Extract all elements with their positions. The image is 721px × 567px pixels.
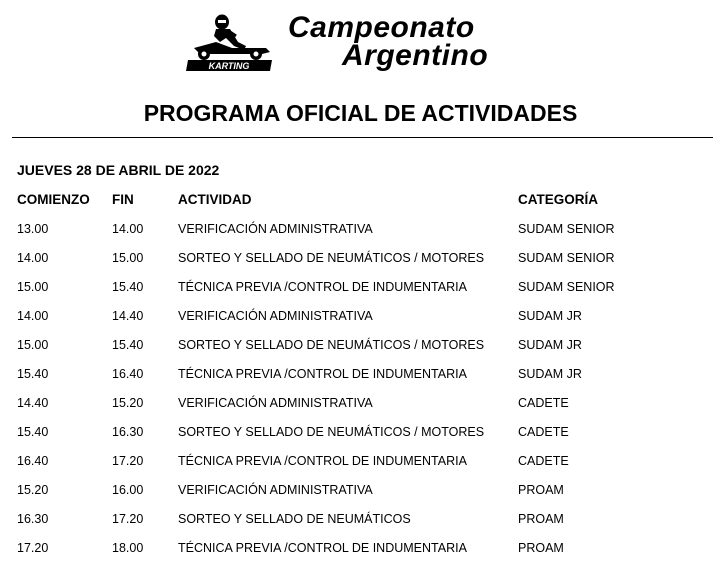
- table-row: [0, 480, 721, 509]
- title-divider: [12, 137, 713, 138]
- activity-cell: SORTEO Y SELLADO DE NEUMÁTICOS / MOTORES: [178, 338, 485, 352]
- end-cell: 16.30: [112, 425, 144, 439]
- activity-cell: TÉCNICA PREVIA /CONTROL DE INDUMENTARIA: [178, 454, 467, 468]
- end-cell: 15.20: [112, 396, 144, 410]
- end-cell: 16.00: [112, 483, 144, 497]
- column-header-category: CATEGORÍA: [518, 192, 598, 207]
- karting-logo: [186, 12, 274, 72]
- category-cell: SUDAM JR: [518, 338, 582, 352]
- start-cell: 15.00: [17, 338, 49, 352]
- activity-cell: TÉCNICA PREVIA /CONTROL DE INDUMENTARIA: [178, 541, 467, 555]
- brand-line-1: Campeonato: [288, 11, 475, 44]
- table-row: [0, 451, 721, 480]
- column-header-start: COMIENZO: [17, 192, 90, 207]
- logo-text: KARTING: [208, 61, 250, 71]
- category-cell: CADETE: [518, 454, 569, 468]
- category-cell: SUDAM SENIOR: [518, 280, 615, 294]
- table-row: [0, 393, 721, 422]
- start-cell: 14.00: [17, 251, 49, 265]
- end-cell: 16.40: [112, 367, 144, 381]
- activity-cell: TÉCNICA PREVIA /CONTROL DE INDUMENTARIA: [178, 367, 467, 381]
- activity-cell: TÉCNICA PREVIA /CONTROL DE INDUMENTARIA: [178, 280, 467, 294]
- end-cell: 15.40: [112, 280, 144, 294]
- category-cell: PROAM: [518, 541, 564, 555]
- start-cell: 16.30: [17, 512, 49, 526]
- end-cell: 18.00: [112, 541, 144, 555]
- table-row: [0, 306, 721, 335]
- schedule-table: [0, 190, 721, 567]
- activity-cell: VERIFICACIÓN ADMINISTRATIVA: [178, 483, 373, 497]
- table-row: [0, 364, 721, 393]
- end-cell: 14.40: [112, 309, 144, 323]
- start-cell: 14.00: [17, 309, 49, 323]
- table-row: [0, 335, 721, 364]
- start-cell: 15.40: [17, 425, 49, 439]
- activity-cell: SORTEO Y SELLADO DE NEUMÁTICOS / MOTORES: [178, 251, 485, 265]
- brand-line-2: Argentino: [342, 39, 489, 72]
- category-cell: CADETE: [518, 425, 569, 439]
- activity-cell: SORTEO Y SELLADO DE NEUMÁTICOS: [178, 512, 411, 526]
- start-cell: 15.40: [17, 367, 49, 381]
- end-cell: 15.40: [112, 338, 144, 352]
- start-cell: 13.00: [17, 222, 49, 236]
- brand-wordmark: [288, 11, 489, 72]
- table-row: [0, 538, 721, 567]
- table-row: [0, 509, 721, 538]
- table-header: [0, 190, 721, 219]
- category-cell: PROAM: [518, 483, 564, 497]
- start-cell: 17.20: [17, 541, 49, 555]
- start-cell: 16.40: [17, 454, 49, 468]
- day-heading: JUEVES 28 DE ABRIL DE 2022: [17, 162, 220, 178]
- column-header-end: FIN: [112, 192, 134, 207]
- activity-cell: VERIFICACIÓN ADMINISTRATIVA: [178, 222, 373, 236]
- table-row: [0, 277, 721, 306]
- table-row: [0, 248, 721, 277]
- page-header: [0, 0, 721, 80]
- end-cell: 15.00: [112, 251, 144, 265]
- table-row: [0, 219, 721, 248]
- end-cell: 17.20: [112, 454, 144, 468]
- column-header-activity: ACTIVIDAD: [178, 192, 252, 207]
- activity-cell: SORTEO Y SELLADO DE NEUMÁTICOS / MOTORES: [178, 425, 485, 439]
- end-cell: 14.00: [112, 222, 144, 236]
- start-cell: 15.20: [17, 483, 49, 497]
- category-cell: PROAM: [518, 512, 564, 526]
- end-cell: 17.20: [112, 512, 144, 526]
- activity-cell: VERIFICACIÓN ADMINISTRATIVA: [178, 309, 373, 323]
- category-cell: SUDAM JR: [518, 309, 582, 323]
- category-cell: SUDAM JR: [518, 367, 582, 381]
- category-cell: SUDAM SENIOR: [518, 251, 615, 265]
- start-cell: 14.40: [17, 396, 49, 410]
- category-cell: CADETE: [518, 396, 569, 410]
- category-cell: SUDAM SENIOR: [518, 222, 615, 236]
- activity-cell: VERIFICACIÓN ADMINISTRATIVA: [178, 396, 373, 410]
- start-cell: 15.00: [17, 280, 49, 294]
- table-row: [0, 422, 721, 451]
- page-title: PROGRAMA OFICIAL DE ACTIVIDADES: [143, 100, 578, 126]
